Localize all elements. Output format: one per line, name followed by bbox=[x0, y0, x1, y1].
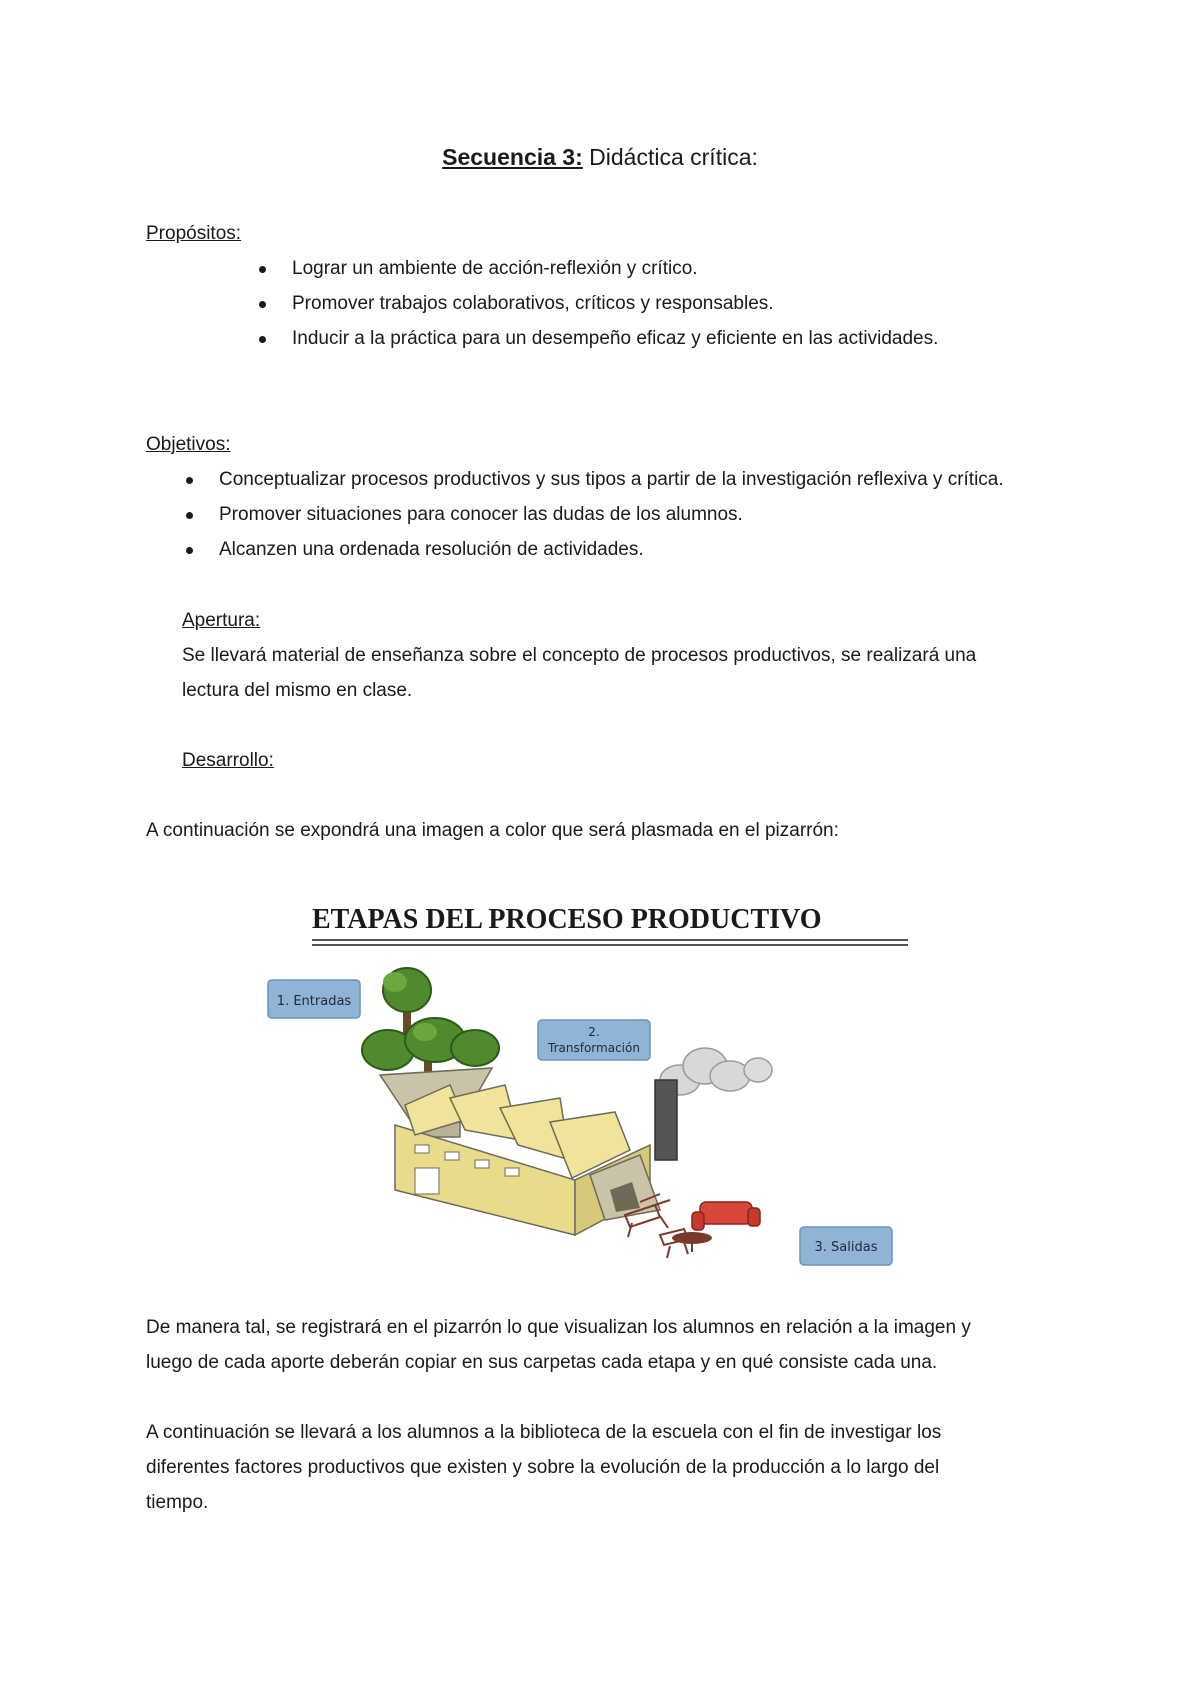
paragraph2-line: A continuación se llevará a los alumnos a la biblioteca de la escuela con el fin de investigar los bbox=[146, 1422, 942, 1443]
figure-title: ETAPAS DEL PROCESO PRODUCTIVO bbox=[312, 904, 822, 935]
bullet-icon bbox=[259, 301, 266, 308]
objetivos-heading: Objetivos: bbox=[146, 434, 231, 455]
apertura-line: Se llevará material de enseñanza sobre el concepto de procesos productivos, se realizará una bbox=[182, 645, 977, 666]
paragraph2-line: tiempo. bbox=[146, 1492, 209, 1513]
proposito-item: Inducir a la práctica para un desempeño eficaz y eficiente en las actividades. bbox=[292, 328, 939, 349]
paragraph1-line: De manera tal, se registrará en el pizarrón lo que visualizan los alumnos en relación a la imagen y bbox=[146, 1317, 971, 1338]
title-rest: Didáctica crítica: bbox=[582, 144, 758, 170]
objetivo-item: Promover situaciones para conocer las dudas de los alumnos. bbox=[219, 504, 743, 525]
bullet-icon bbox=[186, 547, 193, 554]
objetivo-item: Alcanzen una ordenada resolución de actividades. bbox=[219, 539, 644, 560]
propositos-heading: Propósitos: bbox=[146, 223, 242, 244]
paragraph1-line: luego de cada aporte deberán copiar en sus carpetas cada etapa y en qué consiste cada una. bbox=[146, 1352, 938, 1373]
title-bold: Secuencia 3: bbox=[442, 144, 583, 170]
bullet-icon bbox=[259, 266, 266, 273]
label-entradas-text: 1. Entradas bbox=[276, 994, 352, 1009]
image-intro-text: A continuación se expondrá una imagen a color que será plasmada en el pizarrón: bbox=[146, 820, 839, 841]
chimney-icon bbox=[655, 1080, 677, 1160]
label-entradas bbox=[268, 980, 360, 1018]
page-title bbox=[0, 142, 1200, 172]
trees-icon bbox=[362, 968, 499, 1082]
label-transformacion-text: Transformación bbox=[548, 1041, 640, 1055]
apertura-heading: Apertura: bbox=[182, 610, 261, 631]
proposito-item: Promover trabajos colaborativos, críticos y responsables. bbox=[292, 293, 774, 314]
desarrollo-heading: Desarrollo: bbox=[182, 750, 274, 771]
process-figure bbox=[260, 890, 920, 1270]
bullet-icon bbox=[186, 512, 193, 519]
objetivo-item: Conceptualizar procesos productivos y sus tipos a partir de la investigación reflexiva y crítica. bbox=[219, 469, 1004, 490]
label-salidas bbox=[800, 1227, 892, 1265]
bullet-icon bbox=[186, 477, 193, 484]
paragraph2-line: diferentes factores productivos que existen y sobre la evolución de la producción a lo largo del bbox=[146, 1457, 940, 1478]
label-salidas-text: 3. Salidas bbox=[814, 1240, 878, 1255]
label-transformacion-num: 2. bbox=[588, 1025, 600, 1039]
label-transformacion bbox=[538, 1020, 650, 1060]
apertura-line: lectura del mismo en clase. bbox=[182, 680, 413, 701]
proposito-item: Lograr un ambiente de acción-reflexión y crítico. bbox=[292, 258, 698, 279]
bullet-icon bbox=[259, 336, 266, 343]
factory-icon bbox=[395, 1085, 660, 1235]
factory-illustration bbox=[260, 890, 920, 1270]
